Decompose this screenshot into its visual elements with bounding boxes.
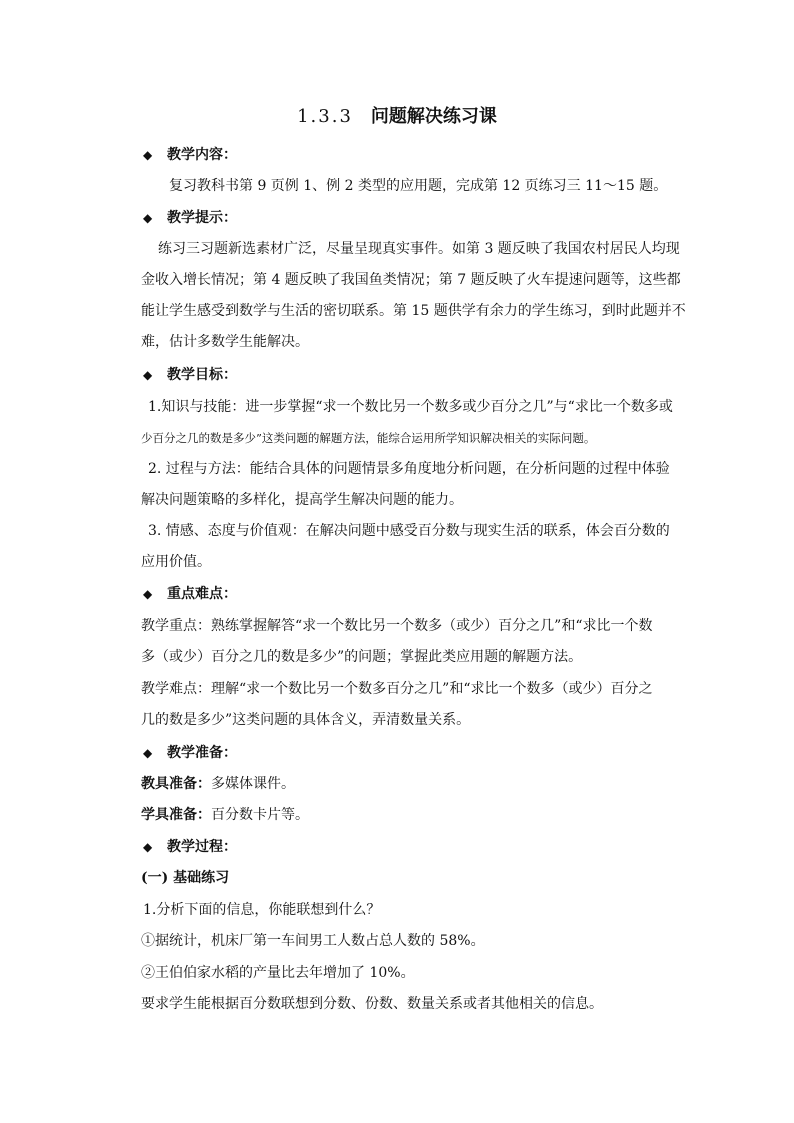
- heading-teaching-prep: ◆ 教学准备：: [143, 745, 237, 761]
- heading-teaching-tips: ◆ 教学提示：: [143, 210, 237, 226]
- goals-line: 2. 过程与方法：能结合具体的问题情景多角度地分析问题，在分析问题的过程中体验: [148, 461, 670, 477]
- prep-teacher-label: 教具准备：: [141, 776, 211, 792]
- heading-key-points: ◆ 重点难点：: [143, 586, 237, 602]
- prep-student-value: 百分数卡片等。: [211, 807, 309, 823]
- section-number: 1.3.3: [297, 106, 353, 127]
- goals-line: 1.知识与技能：进一步掌握“求一个数比另一个数多或少百分之几”与“求比一个数多或: [148, 399, 673, 415]
- process-line: ①据统计，机床厂第一车间男工人数占总人数的 58%。: [141, 933, 485, 949]
- prep-teacher-value: 多媒体课件。: [211, 776, 295, 792]
- goals-line: 应用价值。: [141, 554, 211, 570]
- process-subheading: (一) 基础练习: [141, 870, 230, 886]
- tips-line: 练习三习题新选素材广泛，尽量呈现真实事件。如第 3 题反映了我国农村居民人均现: [158, 241, 680, 257]
- goals-line: 少百分之几的数是多少”这类问题的解题方法，能综合运用所学知识解决相关的实际问题。: [141, 431, 596, 445]
- diamond-bullet-icon: ◆: [143, 211, 153, 225]
- heading-teaching-goals: ◆ 教学目标：: [143, 367, 237, 383]
- section-title: 问题解决练习课: [370, 106, 497, 127]
- process-line: 1.分析下面的信息，你能联想到什么？: [143, 902, 381, 918]
- prep-student-line: [141, 806, 309, 824]
- process-line: ②王伯伯家水稻的产量比去年增加了 10%。: [141, 965, 415, 981]
- diamond-bullet-icon: ◆: [143, 840, 153, 854]
- content-line: 复习教科书第 9 页例 1、例 2 类型的应用题，完成第 12 页练习三 11～15 题。: [169, 178, 668, 194]
- diamond-bullet-icon: ◆: [143, 148, 153, 162]
- keypoints-line: 多（或少）百分之几的数是多少”的问题；掌握此类应用题的解题方法。: [141, 649, 583, 665]
- heading-teaching-process: ◆ 教学过程：: [143, 839, 237, 855]
- goals-line: 3. 情感、态度与价值观：在解决问题中感受百分数与现实生活的联系，体会百分数的: [148, 523, 670, 539]
- goals-line: 解决问题策略的多样化，提高学生解决问题的能力。: [141, 492, 463, 508]
- prep-teacher-line: [141, 775, 295, 793]
- prep-student-label: 学具准备：: [141, 807, 211, 823]
- heading-teaching-content: ◆ 教学内容：: [143, 147, 237, 163]
- page-title: [0, 105, 794, 129]
- keypoints-line: 教学重点：熟练掌握解答“求一个数比另一个数多（或少）百分之几”和“求比一个数: [141, 618, 653, 634]
- process-line: 要求学生能根据百分数联想到分数、份数、数量关系或者其他相关的信息。: [141, 996, 603, 1012]
- tips-line: 能让学生感受到数学与生活的密切联系。第 15 题供学有余力的学生练习，到时此题并不: [141, 303, 686, 319]
- keypoints-line: 几的数是多少”这类问题的具体含义，弄清数量关系。: [141, 712, 471, 728]
- tips-line: 难，估计多数学生能解决。: [141, 334, 309, 350]
- keypoints-line: 教学难点：理解“求一个数比另一个数多百分之几”和“求比一个数多（或少）百分之: [141, 681, 653, 697]
- tips-line: 金收入增长情况；第 4 题反映了我国鱼类情况；第 7 题反映了火车提速问题等，这些都: [141, 272, 681, 288]
- diamond-bullet-icon: ◆: [143, 587, 153, 601]
- diamond-bullet-icon: ◆: [143, 368, 153, 382]
- diamond-bullet-icon: ◆: [143, 746, 153, 760]
